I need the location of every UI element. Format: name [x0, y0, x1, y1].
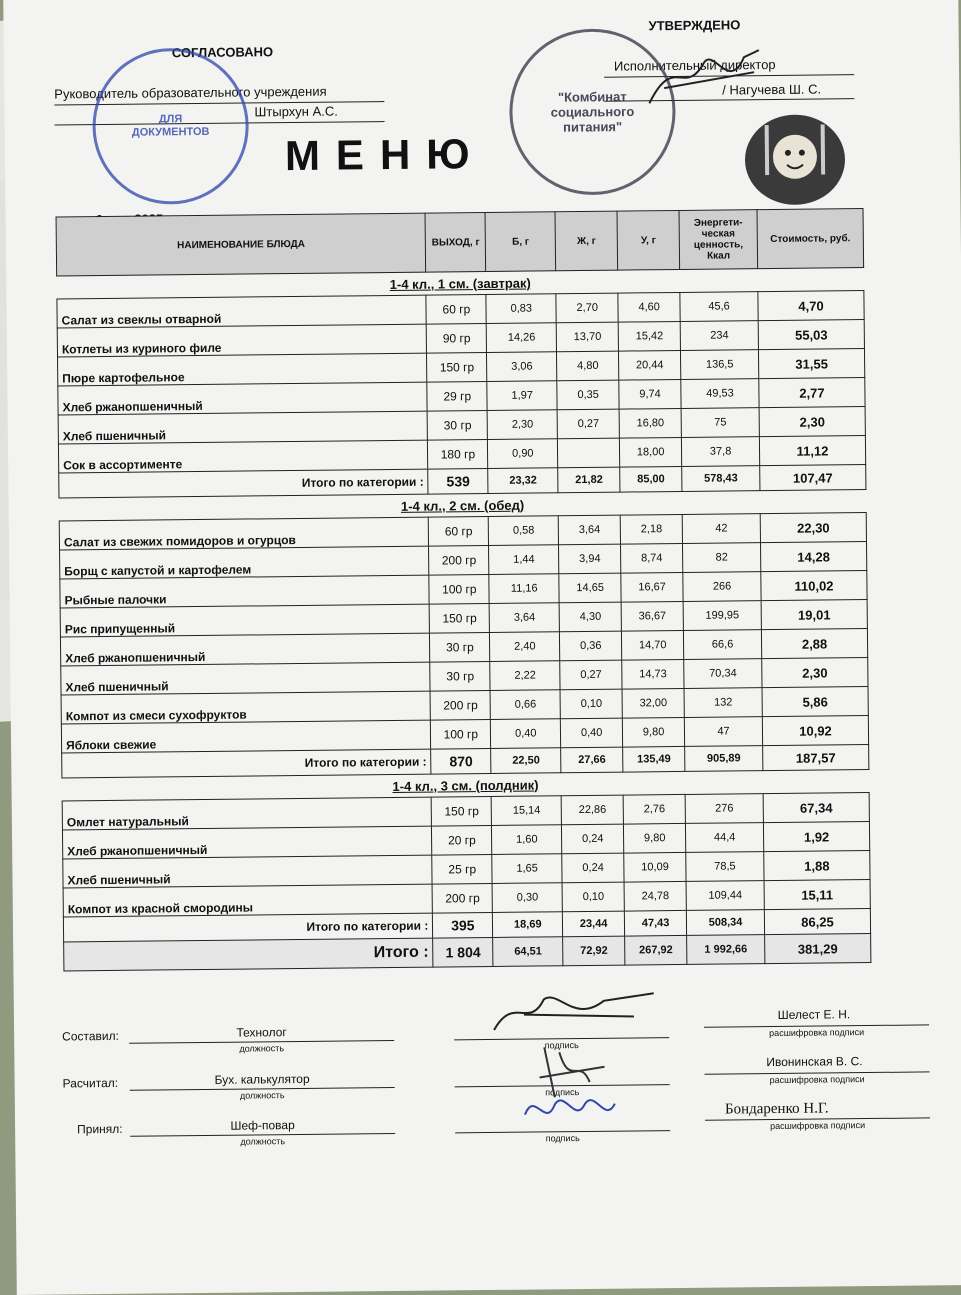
dish-yield: 150 гр: [429, 603, 489, 633]
dish-energy: 82: [683, 543, 761, 573]
dish-protein: 11,16: [489, 574, 559, 604]
dish-fat: 3,94: [559, 544, 621, 574]
col-header-carbs: У, г: [617, 210, 680, 270]
dish-yield: 60 гр: [426, 294, 486, 324]
dish-carbs: 9,80: [622, 717, 684, 747]
dish-name: Омлет натуральный: [62, 797, 432, 830]
grand-total-energy: 1 992,66: [687, 935, 765, 965]
dish-yield: 25 гр: [432, 854, 492, 884]
total-energy: 578,43: [682, 466, 760, 492]
dish-cost: 110,02: [761, 571, 867, 601]
col-header-name: НАИМЕНОВАНИЕ БЛЮДА: [56, 213, 426, 276]
dish-fat: 0,10: [562, 882, 624, 912]
col-header-energy: Энергети-ческая ценность, Ккал: [679, 210, 758, 270]
total-protein: 22,50: [491, 748, 561, 774]
dish-protein: 3,64: [489, 603, 559, 633]
dish-cost: 15,11: [764, 880, 870, 910]
dish-energy: 49,53: [681, 379, 759, 409]
dish-carbs: 24,78: [624, 881, 686, 911]
signature-position: Технолог: [236, 1025, 287, 1040]
name-caption: расшифровка подписи: [769, 1074, 865, 1086]
approved-left-position: Руководитель образовательного учреждения: [54, 83, 327, 102]
total-fat: 21,82: [558, 467, 620, 493]
dish-carbs: 32,00: [622, 688, 684, 718]
dish-cost: 14,28: [761, 542, 867, 572]
dish-name: Рыбные палочки: [60, 575, 430, 608]
director-signature: [644, 42, 765, 113]
dish-fat: 13,70: [556, 322, 618, 352]
dish-fat: 4,30: [559, 602, 621, 632]
dish-protein: 2,40: [490, 632, 560, 662]
round-stamp-left: [92, 47, 250, 205]
dish-fat: 0,10: [560, 689, 622, 719]
dish-name: Хлеб пшеничный: [61, 662, 431, 695]
dish-fat: 0,24: [562, 824, 624, 854]
dish-fat: 0,36: [560, 631, 622, 661]
total-protein: 18,69: [493, 912, 563, 938]
total-carbs: 85,00: [620, 466, 682, 492]
total-label: Итого по категории :: [63, 913, 433, 942]
approved-right-title: УТВЕРЖДЕНО: [648, 17, 741, 34]
col-header-yield: ВЫХОД, г: [425, 212, 486, 272]
signature-name: Бондаренко Н.Г.: [724, 1100, 829, 1118]
dish-name: Пюре картофельное: [58, 353, 428, 386]
col-header-cost: Стоимость, руб.: [757, 209, 864, 269]
total-energy: 508,34: [686, 910, 764, 936]
section-title: 1-4 кл., 1 см. (завтрак): [57, 268, 864, 299]
position-caption: должность: [239, 1090, 285, 1101]
col-header-protein: Б, г: [485, 212, 556, 272]
dish-protein: 0,30: [492, 883, 562, 913]
dish-name: Хлеб ржанопшеничный: [62, 826, 432, 859]
dish-energy: 109,44: [686, 881, 764, 911]
dish-energy: 66,6: [684, 630, 762, 660]
dish-yield: 30 гр: [430, 632, 490, 662]
dish-energy: 78,5: [686, 852, 764, 882]
sign-caption: подпись: [544, 1040, 579, 1051]
dish-cost: 2,30: [759, 407, 865, 437]
grand-total-fat: 72,92: [563, 936, 625, 966]
dish-energy: 234: [680, 321, 758, 351]
dish-cost: 11,12: [759, 436, 865, 466]
dish-protein: 0,90: [488, 439, 558, 469]
signature-position: Бух. калькулятор: [214, 1071, 310, 1087]
dish-fat: [558, 438, 620, 468]
total-cost: 187,57: [763, 745, 869, 771]
total-yield: 870: [431, 748, 491, 774]
dish-name: Хлеб пшеничный: [63, 855, 433, 888]
dish-energy: 75: [681, 408, 759, 438]
dish-energy: 136,5: [681, 350, 759, 380]
dish-cost: 5,86: [762, 687, 868, 717]
grand-total-protein: 64,51: [493, 937, 563, 967]
dish-name: Яблоки свежие: [61, 720, 431, 753]
dish-name: Салат из свежих помидоров и огурцов: [59, 517, 429, 550]
dish-cost: 55,03: [758, 320, 864, 350]
dish-protein: 0,66: [490, 690, 560, 720]
dish-yield: 200 гр: [432, 883, 492, 913]
dish-fat: 4,80: [557, 351, 619, 381]
dish-cost: 67,34: [763, 793, 869, 823]
dish-cost: 2,88: [761, 629, 867, 659]
dish-cost: 1,88: [764, 851, 870, 881]
dish-fat: 14,65: [559, 573, 621, 603]
col-header-fat: Ж, г: [555, 211, 618, 271]
signature-name: Шелест Е. Н.: [777, 1007, 851, 1022]
dish-name: Рис припущенный: [60, 604, 430, 637]
dish-protein: 1,65: [492, 854, 562, 884]
dish-energy: 45,6: [680, 292, 758, 322]
dish-yield: 90 гр: [427, 323, 487, 353]
dish-yield: 30 гр: [427, 410, 487, 440]
dish-name: Салат из свеклы отварной: [57, 295, 427, 328]
dish-energy: 199,95: [683, 601, 761, 631]
sign-caption: подпись: [545, 1133, 580, 1144]
dish-energy: 266: [683, 572, 761, 602]
total-yield: 395: [433, 912, 493, 938]
dish-energy: 44,4: [686, 823, 764, 853]
total-label: Итого по категории :: [59, 469, 429, 498]
total-cost: 86,25: [764, 909, 870, 935]
signature-position: Шеф-повар: [230, 1118, 295, 1133]
dish-energy: 276: [685, 794, 763, 824]
dish-carbs: 16,80: [619, 408, 681, 438]
dish-energy: 42: [682, 514, 760, 544]
dish-fat: 3,64: [558, 515, 620, 545]
dish-name: Компот из смеси сухофруктов: [61, 691, 431, 724]
dish-cost: 10,92: [762, 716, 868, 746]
grand-total-cost: 381,29: [765, 934, 871, 964]
approved-right-position: Исполнительный директор: [613, 56, 776, 74]
dish-yield: 20 гр: [432, 825, 492, 855]
dish-carbs: 20,44: [619, 350, 681, 380]
section-title: 1-4 кл., 3 см. (полдник): [62, 770, 869, 801]
dish-protein: 2,30: [487, 410, 557, 440]
total-energy: 905,89: [685, 746, 763, 772]
total-carbs: 135,49: [623, 746, 685, 772]
signature-role: Составил:: [62, 1028, 119, 1044]
dish-cost: 1,92: [763, 822, 869, 852]
dish-yield: 30 гр: [430, 661, 490, 691]
dish-name: Компот из красной смородины: [63, 884, 433, 917]
dish-fat: 0,27: [557, 409, 619, 439]
dish-fat: 22,86: [561, 795, 623, 825]
table-header: [56, 209, 864, 276]
section-title: 1-4 кл., 2 см. (обед): [59, 490, 866, 521]
total-yield: 539: [428, 468, 488, 494]
total-fat: 23,44: [563, 911, 625, 937]
total-label: Итого по категории :: [62, 749, 432, 778]
approved-right-name: / Нагучева Ш. С.: [722, 81, 822, 98]
dish-protein: 0,58: [489, 516, 559, 546]
position-caption: должность: [240, 1136, 286, 1147]
handwritten-signature: [515, 1083, 696, 1145]
dish-cost: 2,77: [759, 378, 865, 408]
dish-carbs: 2,76: [623, 794, 685, 824]
dish-carbs: 15,42: [618, 321, 680, 351]
dish-fat: 2,70: [556, 293, 618, 323]
dish-carbs: 36,67: [621, 601, 683, 631]
dish-energy: 37,8: [681, 437, 759, 467]
signature-role: Принял:: [77, 1121, 123, 1137]
stamp-text: "Комбинат социального питания": [550, 89, 635, 135]
dish-protein: 1,44: [489, 545, 559, 575]
total-carbs: 47,43: [625, 910, 687, 936]
dish-carbs: 4,60: [618, 292, 680, 322]
signature-role: Расчитал:: [62, 1075, 119, 1091]
dish-name: Борщ с капустой и картофелем: [60, 546, 430, 579]
dish-protein: 15,14: [491, 796, 561, 826]
dish-name: Хлеб ржанопшеничный: [60, 633, 430, 666]
dish-yield: 100 гр: [429, 574, 489, 604]
name-caption: расшифровка подписи: [770, 1120, 866, 1132]
dish-carbs: 10,09: [624, 852, 686, 882]
position-caption: должность: [239, 1043, 285, 1054]
grand-total-carbs: 267,92: [625, 935, 687, 965]
dish-energy: 132: [684, 688, 762, 718]
sign-caption: подпись: [545, 1087, 580, 1098]
stamp-text: ДЛЯ ДОКУМЕНТОВ: [131, 113, 210, 139]
total-cost: 107,47: [760, 465, 866, 491]
dish-carbs: 16,67: [621, 572, 683, 602]
dish-cost: 31,55: [759, 349, 865, 379]
dish-yield: 150 гр: [427, 352, 487, 382]
dish-protein: 1,60: [492, 825, 562, 855]
dish-energy: 70,34: [684, 659, 762, 689]
dish-protein: 14,26: [487, 323, 557, 353]
dish-cost: 4,70: [758, 291, 864, 321]
dish-yield: 60 гр: [429, 516, 489, 546]
dish-name: Котлеты из куриного филе: [57, 324, 427, 357]
dish-carbs: 14,70: [622, 630, 684, 660]
dish-yield: 200 гр: [430, 690, 490, 720]
dish-yield: 180 гр: [428, 439, 488, 469]
menu-table: [56, 208, 872, 971]
menu-document: [3, 0, 961, 1295]
grand-total-label: Итого :: [64, 938, 434, 971]
approved-left-name: Штырхун А.С.: [254, 103, 338, 120]
dish-yield: 100 гр: [431, 719, 491, 749]
approved-left-title: СОГЛАСОВАНО: [171, 44, 274, 61]
dish-cost: 19,01: [761, 600, 867, 630]
dish-carbs: 14,73: [622, 659, 684, 689]
chef-logo: [745, 114, 846, 205]
dish-name: Хлеб пшеничный: [58, 411, 428, 444]
dish-carbs: 8,74: [621, 543, 683, 573]
page-title: МЕНЮ: [284, 129, 486, 180]
dish-cost: 2,30: [762, 658, 868, 688]
dish-carbs: 9,80: [624, 823, 686, 853]
dish-yield: 150 гр: [432, 796, 492, 826]
dish-protein: 0,83: [486, 294, 556, 324]
dish-protein: 1,97: [487, 381, 557, 411]
dish-yield: 200 гр: [429, 545, 489, 575]
dish-carbs: 2,18: [620, 514, 682, 544]
signature-name: Ивонинская В. С.: [766, 1054, 863, 1070]
dish-fat: 0,40: [561, 718, 623, 748]
dish-carbs: 18,00: [620, 437, 682, 467]
dish-cost: 22,30: [760, 513, 866, 543]
dish-protein: 2,22: [490, 661, 560, 691]
total-fat: 27,66: [561, 747, 623, 773]
dish-protein: 0,40: [491, 719, 561, 749]
dish-fat: 0,27: [560, 660, 622, 690]
dish-name: Хлеб ржанопшеничный: [58, 382, 428, 415]
dish-carbs: 9,74: [619, 379, 681, 409]
dish-energy: 47: [684, 717, 762, 747]
dish-yield: 29 гр: [427, 381, 487, 411]
dish-name: Сок в ассортименте: [58, 440, 428, 473]
dish-fat: 0,24: [562, 853, 624, 883]
name-caption: расшифровка подписи: [769, 1027, 865, 1039]
dish-protein: 3,06: [487, 352, 557, 382]
dish-fat: 0,35: [557, 380, 619, 410]
grand-total-yield: 1 804: [433, 937, 493, 967]
total-protein: 23,32: [488, 468, 558, 494]
